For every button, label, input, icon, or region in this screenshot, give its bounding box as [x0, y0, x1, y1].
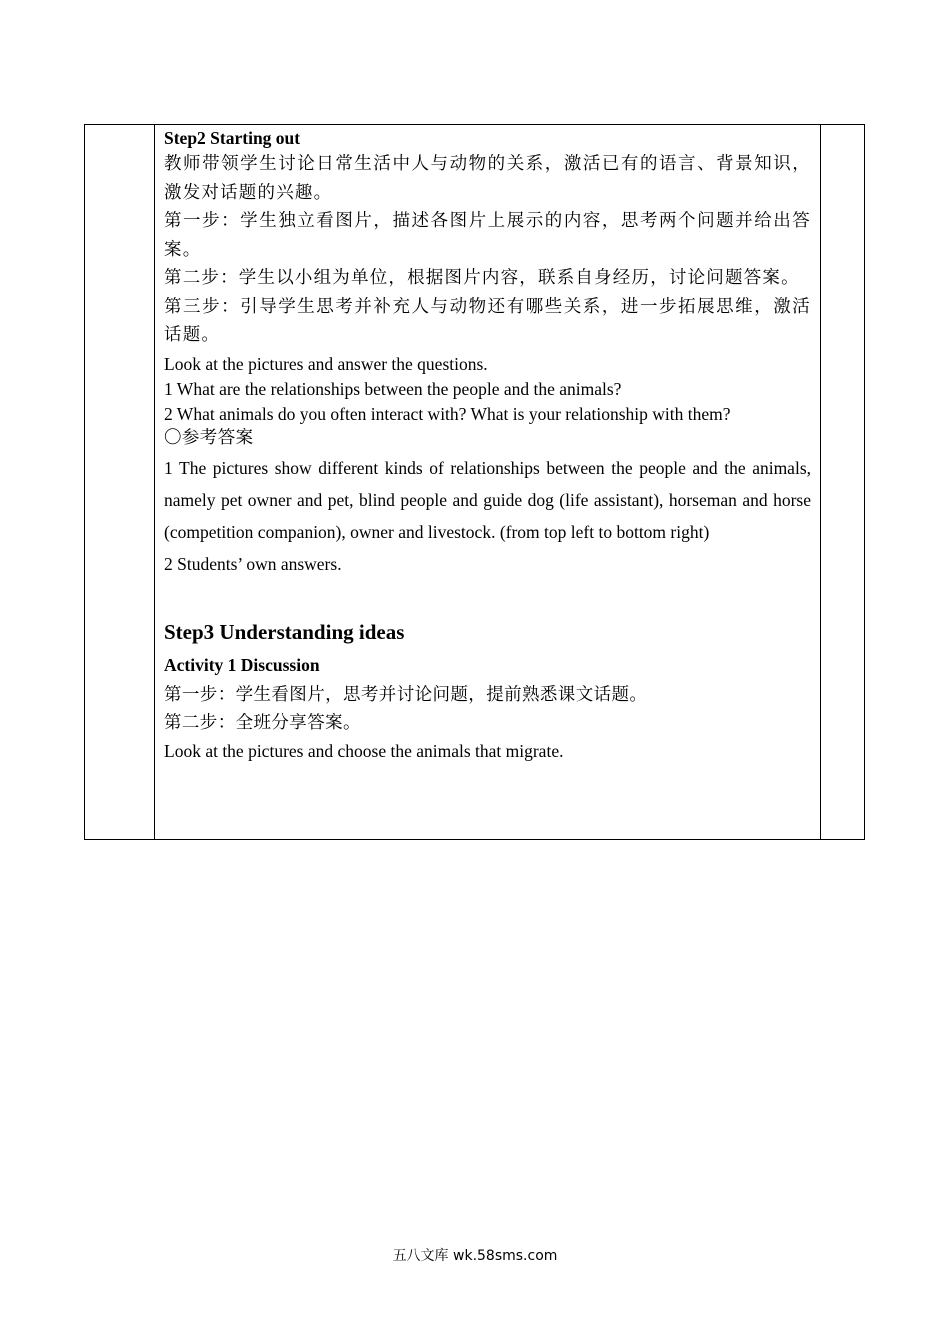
table-column-divider-left — [154, 125, 155, 839]
table-column-divider-right — [820, 125, 821, 839]
lesson-table — [84, 124, 865, 840]
step2-question-2: 2 What animals do you often interact with? What is your relationship with them? — [164, 403, 731, 424]
step2-heading: Step2 Starting out — [164, 128, 301, 148]
step3-step-one: 第一步：学生看图片，思考并讨论问题，提前熟悉课文话题。 — [164, 683, 648, 704]
step3-heading: Step3 Understanding ideas — [164, 619, 405, 644]
step2-instruction: Look at the pictures and answer the questions. — [164, 353, 488, 374]
step2-answer-1: 1 The pictures show different kinds of relationships between the people and the animals, namely pet owner and pet, blind people and guide dog (life assistant), horseman and horse (competition companion), owner and livestock. (from top left to bottom right) — [164, 457, 811, 542]
step3-step-two: 第二步：全班分享答案。 — [164, 712, 361, 732]
reference-answer-label: 〇参考答案 — [164, 426, 254, 447]
step3-instruction: Look at the pictures and choose the animals that migrate. — [164, 740, 564, 761]
step2-questions-block — [164, 352, 811, 448]
step2-question-1: 1 What are the relationships between the people and the animals? — [164, 378, 622, 399]
step2-step-two: 第二步：学生以小组为单位，根据图片内容，联系自身经历，讨论问题答案。 — [164, 267, 800, 287]
step2-step-one: 第一步：学生独立看图片，描述各图片上展示的内容，思考两个问题并给出答案。 — [164, 210, 811, 259]
step2-answer-2: 2 Students’ own answers. — [164, 553, 342, 574]
step2-step-three: 第三步：引导学生思考并补充人与动物还有哪些关系，进一步拓展思维，激活话题。 — [164, 295, 811, 344]
activity1-heading: Activity 1 Discussion — [164, 654, 320, 675]
footer-watermark: 五八文库 wk.58sms.com — [392, 1248, 558, 1264]
step2-intro: 教师带领学生讨论日常生活中人与动物的关系，激活已有的语言、背景知识，激发对话题的兴趣。 — [164, 153, 811, 202]
lesson-content-cell — [164, 127, 811, 764]
